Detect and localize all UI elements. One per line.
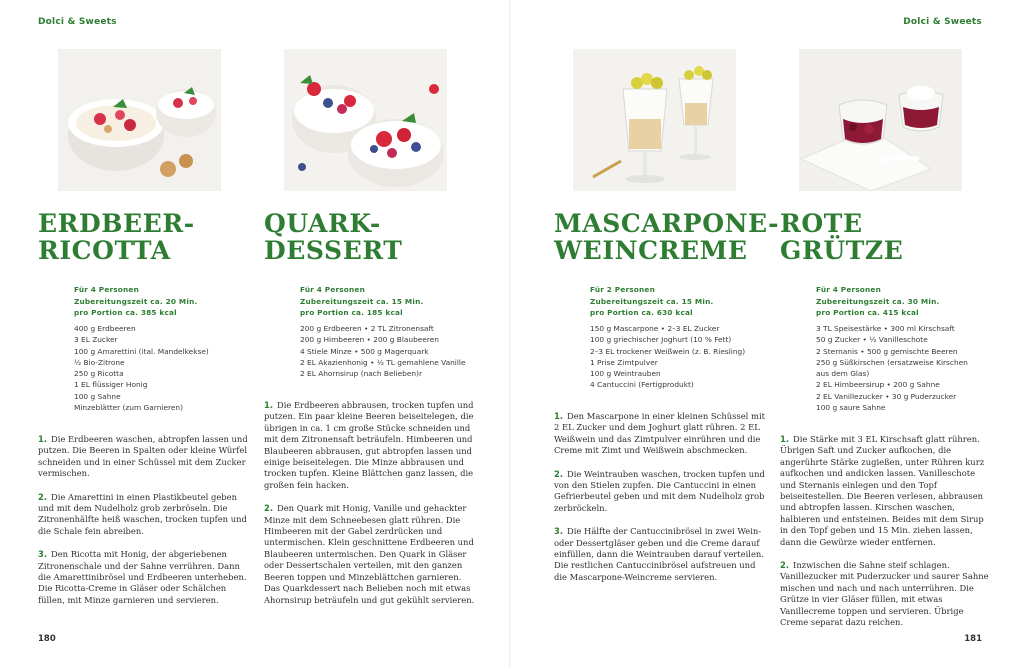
step: 1. Die Erdbeeren waschen, abtropfen lassen und putzen. Die Beeren in Spalten oder kleine Würfel schneiden und in einer Schüssel mit dem Zucker vermischen. <box>38 434 248 479</box>
servings: Für 2 Personen <box>590 285 655 294</box>
ingredient: aus dem Glas) <box>816 369 870 379</box>
ingredient: 100 g saure Sahne <box>816 403 886 413</box>
step-list <box>38 434 250 618</box>
ingredient: 2–3 EL trockener Weißwein (z. B. Riesling) <box>590 346 746 356</box>
calories: pro Portion ca. 415 kcal <box>816 308 919 317</box>
ingredient: 50 g Zucker • ½ Vanilleschote <box>816 335 928 345</box>
step: 1. Die Erdbeeren abbrausen, trocken tupfen und putzen. Ein paar kleine Beeren beiseitelegen, die übrigen in ca. 1 cm große Stücke schneiden und mit dem Zitronensaft beträufeln. Himbeeren und Blaubeeren abbrausen, gut abtropfen lassen und einige beiseitelegen. Die Minze abbrausen und trocken tupfen. Kleine Blättchen ganz lassen, die großen fein hacken. <box>264 400 474 490</box>
step: 2. Die Amarettini in einen Plastikbeutel geben und mit dem Nudelholz grob zerbröseln. Die Zitronenhälfte heiß waschen, trocken tupfen und die Schale fein abreiben. <box>38 491 247 536</box>
calories: pro Portion ca. 185 kcal <box>300 308 403 317</box>
ingredient-list <box>74 323 209 413</box>
ingredient: 2 EL Himbeersirup • 200 g Sahne <box>816 380 940 390</box>
weincreme-photo-icon <box>573 49 736 191</box>
servings: Für 4 Personen <box>74 285 139 294</box>
recipe-title: ROTE GRÜTZE <box>780 209 904 265</box>
prep-time: Zubereitungszeit ca. 20 Min. <box>74 296 198 306</box>
recipe-photo <box>573 49 736 191</box>
page-number-right: 181 <box>964 634 982 644</box>
ingredient: Minzeblätter (zum Garnieren) <box>74 403 183 413</box>
ingredient: 2 EL Akazienhonig • ½ TL gemahlene Vanille <box>300 357 466 367</box>
ingredient: 3 TL Speisestärke • 300 ml Kirschsaft <box>816 324 955 333</box>
prep-time: Zubereitungszeit ca. 15 Min. <box>590 296 714 306</box>
step: 3. Die Hälfte der Cantuccinibrösel in zwei Wein- oder Dessertgläser geben und die Creme darauf einfüllen, dann die Weintrauben darauf verteilen. Die restlichen Cantuccinibrösel aufstreuen und die Mascarpone-Weincreme servieren. <box>554 526 764 582</box>
servings: Für 4 Personen <box>300 285 365 294</box>
ingredient: 1 Prise Zimtpulver <box>590 357 658 367</box>
section-label-right: Dolci & Sweets <box>903 17 982 27</box>
recipe-meta <box>74 284 197 319</box>
servings: Für 4 Personen <box>816 285 881 294</box>
ingredient: 100 g Amarettini (ital. Mandelkekse) <box>74 346 209 356</box>
ingredient: 200 g Himbeeren • 200 g Blaubeeren <box>300 335 439 345</box>
recipe-title: QUARK- DESSERT <box>264 209 403 265</box>
ingredient: 100 g griechischer Joghurt (10 % Fett) <box>590 335 732 345</box>
ingredient: 200 g Erdbeeren • 2 TL Zitronensaft <box>300 324 434 333</box>
ingredient: 2 EL Vanillezucker • 30 g Puderzucker <box>816 391 957 401</box>
ingredient-list <box>816 323 968 413</box>
step: 2. Die Weintrauben waschen, trocken tupfen und von den Stielen zupfen. Die Cantuccini in einen Gefrierbeutel geben und mit dem Nudelholz grob zerbröckeln. <box>554 468 765 513</box>
recipe-meta <box>816 284 939 319</box>
ingredient: 400 g Erdbeeren <box>74 324 136 333</box>
calories: pro Portion ca. 630 kcal <box>590 308 693 317</box>
step-list <box>780 434 992 641</box>
step: 3. Den Ricotta mit Honig, der abgeriebenen Zitronenschale und der Sahne verrühren. Dann die Amarettinibrösel und Erdbeeren unterheben. Die Ricotta-Creme in Gläser oder Schälchen füllen, mit Minze garnieren und servieren. <box>38 549 247 605</box>
ingredient-list <box>590 323 745 391</box>
ingredient: 1 EL flüssiger Honig <box>74 380 148 390</box>
ricotta-photo-icon <box>58 49 221 191</box>
recipe-photo <box>799 49 962 191</box>
recipe-meta <box>590 284 713 319</box>
ingredient: 100 g Weintrauben <box>590 369 661 379</box>
ingredient: 250 g Ricotta <box>74 369 124 379</box>
recipe-title: MASCARPONE- WEINCREME <box>554 209 780 265</box>
ingredient: 3 EL Zucker <box>74 335 118 345</box>
ingredient: 2 EL Ahornsirup (nach Belieben)r <box>300 369 423 379</box>
recipe-photo <box>284 49 447 191</box>
prep-time: Zubereitungszeit ca. 30 Min. <box>816 296 940 306</box>
quark-photo-icon <box>284 49 447 191</box>
page-number-left: 180 <box>38 634 56 644</box>
ingredient: 2 Sternanis • 500 g gemischte Beeren <box>816 346 958 356</box>
section-label-left: Dolci & Sweets <box>38 17 117 27</box>
step: 1. Die Stärke mit 3 EL Kirschsaft glatt rühren. Übrigen Saft und Zucker aufkochen, die angerührte Stärke zugießen, unter Rühren kurz aufkochen und andicken lassen. Vanilleschote und Sternanis einlegen und den Topf beiseitestellen. Die Beeren verlesen, abbrausen und abtropfen lassen. Kirschen waschen, halbieren und entsteinen. Beides mit dem Sirup in den Topf geben und 15 Min. ziehen lassen, dann die Gewürze wieder entfernen. <box>780 434 985 547</box>
ingredient: 250 g Süßkirschen (ersatzweise Kirschen <box>816 357 968 367</box>
page-gutter <box>509 0 511 667</box>
ingredient-list <box>300 323 466 379</box>
recipe-title: ERDBEER- RICOTTA <box>38 209 195 265</box>
step: 1. Den Mascarpone in einer kleinen Schüssel mit 2 EL Zucker und dem Joghurt glatt rühren. 2 EL Weißwein und das Zimtpulver einrühren und die Creme mit Zimt und Weißwein abschmecken. <box>554 411 765 456</box>
step: 2. Den Quark mit Honig, Vanille und gehackter Minze mit dem Schneebesen glatt rühren. Die Himbeeren mit der Gabel zerdrücken und untermischen. Klein geschnittene Erdbeeren und Blaubeeren untermischen. Den Quark in Gläser oder Dessertschalen verteilen, mit den ganzen Beeren toppen und Minzeblättchen garnieren. Das Quarkdessert nach Belieben noch mit etwas Ahornsirup beträufeln und gut gekühlt servieren. <box>264 503 475 605</box>
ingredient: ½ Bio-Zitrone <box>74 357 125 367</box>
step-list <box>554 411 766 595</box>
gruetze-photo-icon <box>799 49 962 191</box>
step-list <box>264 400 476 618</box>
recipe-photo <box>58 49 221 191</box>
ingredient: 4 Cantuccini (Fertigprodukt) <box>590 380 694 390</box>
ingredient: 150 g Mascarpone • 2–3 EL Zucker <box>590 324 720 333</box>
calories: pro Portion ca. 385 kcal <box>74 308 177 317</box>
prep-time: Zubereitungszeit ca. 15 Min. <box>300 296 424 306</box>
step: 2. Inzwischen die Sahne steif schlagen. Vanillezucker mit Puderzucker und saurer Sahne mischen und nach und nach unterrühren. Die Grütze in vier Gläser füllen, mit etwas Vanillecreme toppen und servieren. Übrige Creme separat dazu reichen. <box>780 560 989 628</box>
recipe-meta <box>300 284 423 319</box>
ingredient: 4 Stiele Minze • 500 g Magerquark <box>300 346 429 356</box>
ingredient: 100 g Sahne <box>74 391 121 401</box>
